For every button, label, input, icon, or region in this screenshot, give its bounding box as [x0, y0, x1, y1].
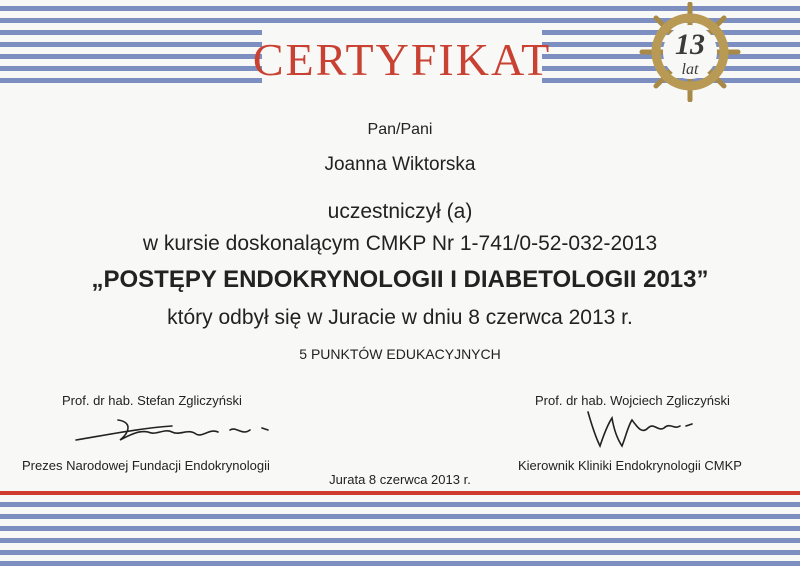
red-band	[0, 491, 800, 495]
course-number-line: w kursie doskonalącym CMKP Nr 1-741/0-52-032-2013	[142, 232, 658, 255]
right-signature	[582, 406, 712, 454]
bottom-stripe	[0, 514, 800, 519]
event-date-line: który odbył się w Juracie w dniu 8 czerwca 2013 r.	[167, 306, 633, 329]
education-points: 5 PUNKTÓW EDUKACYJNYCH	[299, 346, 501, 362]
right-signatory-role: Kierownik Kliniki Endokrynologii CMKP	[518, 458, 742, 473]
ship-wheel-logo-icon	[630, 2, 750, 102]
bottom-stripe	[0, 526, 800, 531]
bottom-stripe	[0, 538, 800, 543]
title-box	[252, 30, 552, 88]
left-signatory-name: Prof. dr hab. Stefan Zgliczyński	[62, 393, 242, 408]
logo-label: lat	[681, 61, 699, 78]
bottom-stripe	[0, 550, 800, 555]
left-signature	[72, 414, 282, 450]
bottom-stripe	[0, 561, 800, 566]
place-and-date: Jurata 8 czerwca 2013 r.	[329, 472, 471, 487]
course-title: „POSTĘPY ENDOKRYNOLOGII I DIABETOLOGII 2013”	[91, 266, 709, 293]
salutation: Pan/Pani	[367, 121, 433, 138]
participant-name: Joanna Wiktorska	[324, 154, 476, 175]
participation-text: uczestniczył (a)	[327, 200, 473, 223]
bottom-stripe	[0, 502, 800, 507]
right-signatory-name: Prof. dr hab. Wojciech Zgliczyński	[535, 393, 730, 408]
logo-number: 13	[675, 28, 705, 61]
certificate-title: CERTYFIKAT	[252, 33, 552, 85]
left-signatory-role: Prezes Narodowej Fundacji Endokrynologii	[22, 458, 270, 473]
